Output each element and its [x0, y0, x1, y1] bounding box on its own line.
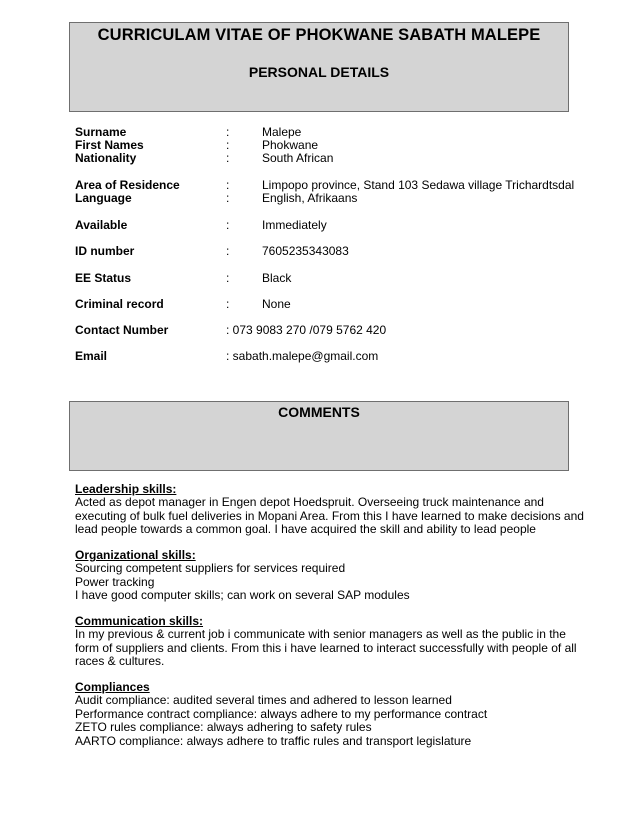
communication-section [75, 615, 575, 669]
personal-details-heading: PERSONAL DETAILS [248, 64, 390, 80]
surname-row [0, 125, 638, 139]
separator: : [226, 178, 230, 192]
nationality-value: South African [262, 151, 334, 165]
residence-value: Limpopo province, Stand 103 Sedawa village Trichardtsdal [262, 178, 575, 192]
id-number-label: ID number [75, 244, 135, 258]
contact-number-row [0, 323, 638, 337]
communication-line: form of suppliers and clients. From this i have learned to interact successfully with people of all [75, 640, 577, 655]
ee-status-value: Black [262, 271, 292, 285]
organizational-heading: Organizational skills: [75, 548, 196, 562]
leadership-section [75, 482, 584, 537]
id-number-row [0, 244, 638, 258]
comments-box [69, 401, 569, 471]
email-label: Email [75, 349, 108, 363]
compliances-line: AARTO compliance: always adhere to traffic rules and transport legislature [75, 733, 472, 748]
residence-label: Area of Residence [75, 178, 180, 192]
separator: : [226, 297, 230, 311]
language-row [0, 191, 638, 205]
email-value: : sabath.malepe@gmail.com [226, 349, 379, 363]
language-label: Language [75, 191, 132, 205]
leadership-line: executing of bulk fuel deliveries in Mopani Area. From this I have learned to make decisions and [75, 508, 584, 523]
surname-value: Malepe [262, 125, 302, 139]
organizational-line: Sourcing competent suppliers for services required [75, 561, 346, 576]
communication-heading: Communication skills: [75, 614, 204, 628]
leadership-heading: Leadership skills: [75, 482, 177, 496]
available-value: Immediately [262, 218, 327, 232]
header-box [69, 22, 569, 112]
ee-status-row [0, 271, 638, 285]
first-names-row [0, 138, 638, 152]
nationality-label: Nationality [75, 151, 137, 165]
organizational-line: I have good computer skills; can work on several SAP modules [75, 588, 410, 603]
criminal-record-label: Criminal record [75, 297, 164, 311]
comments-heading: COMMENTS [278, 404, 360, 420]
available-row [0, 218, 638, 232]
surname-label: Surname [75, 125, 127, 139]
compliances-line: Performance contract compliance: always adhere to my performance contract [75, 706, 488, 721]
compliances-line: Audit compliance: audited several times and adhered to lesson learned [75, 693, 452, 708]
first-names-label: First Names [75, 138, 144, 152]
separator: : [226, 191, 230, 205]
leadership-line: Acted as depot manager in Engen depot Hoedspruit. Overseeing truck maintenance and [75, 495, 544, 510]
criminal-record-row [0, 297, 638, 311]
compliances-line: ZETO rules compliance: always adhering to safety rules [75, 720, 372, 735]
compliances-heading: Compliances [75, 680, 150, 694]
separator: : [226, 244, 230, 258]
compliances-section [75, 681, 575, 748]
cv-title: CURRICULAM VITAE OF PHOKWANE SABATH MALEPE [97, 26, 541, 44]
residence-row [0, 178, 638, 192]
ee-status-label: EE Status [75, 271, 132, 285]
contact-number-value: : 073 9083 270 /079 5762 420 [226, 323, 387, 337]
communication-line: races & cultures. [75, 654, 165, 669]
separator: : [226, 151, 230, 165]
available-label: Available [75, 218, 128, 232]
communication-line: In my previous & current job i communicate with senior managers as well as the public in the [75, 627, 566, 642]
organizational-section [75, 549, 575, 603]
language-value: English, Afrikaans [262, 191, 358, 205]
separator: : [226, 138, 230, 152]
criminal-record-value: None [262, 297, 291, 311]
first-names-value: Phokwane [262, 138, 319, 152]
contact-number-label: Contact Number [75, 323, 169, 337]
organizational-line: Power tracking [75, 574, 155, 589]
separator: : [226, 125, 230, 139]
id-number-value: 7605235343083 [262, 244, 349, 258]
separator: : [226, 218, 230, 232]
leadership-line: lead people towards a common goal. I have acquired the skill and ability to lead people [75, 522, 536, 537]
separator: : [226, 271, 230, 285]
email-row [0, 349, 638, 363]
nationality-row [0, 151, 638, 165]
